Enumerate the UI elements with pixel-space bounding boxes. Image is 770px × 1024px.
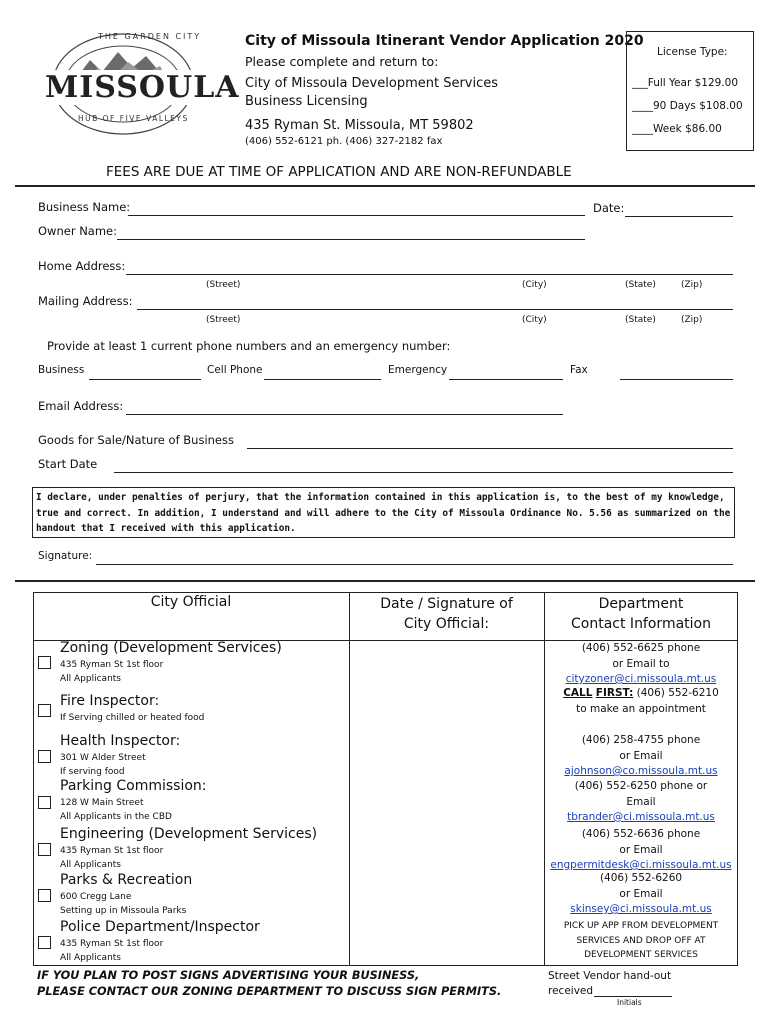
parking-phone: (406) 552-6250 phone or	[574, 780, 708, 792]
health-address: 301 W Alder Street	[60, 753, 146, 763]
phone-prompt: Provide at least 1 current phone numbers and an emergency number:	[47, 339, 451, 353]
license-label: Week $86.00	[653, 123, 722, 135]
home-street-caption: (Street)	[206, 280, 241, 290]
start-date-label: Start Date	[38, 457, 98, 471]
zoning-email-prompt: or Email to	[612, 657, 670, 670]
license-type-box	[626, 31, 754, 151]
business-phone-field[interactable]	[89, 379, 201, 380]
license-blank: ___	[632, 77, 648, 89]
license-type-title: License Type:	[657, 46, 728, 58]
engineering-phone: (406) 552-6636 phone	[581, 828, 701, 840]
home-zip-caption: (Zip)	[681, 280, 703, 290]
mailing-zip-caption: (Zip)	[681, 315, 703, 325]
license-option-90-days[interactable]	[632, 100, 743, 112]
fax-label: Fax	[570, 364, 588, 376]
parks-checkbox[interactable]	[38, 889, 51, 902]
department-phone-fax: (406) 552-6121 ph. (406) 327-2182 fax	[245, 136, 443, 147]
zoning-applies: All Applicants	[60, 674, 121, 684]
parking-address: 128 W Main Street	[60, 798, 144, 808]
date-field[interactable]	[625, 216, 733, 217]
handout-line2: received	[548, 985, 594, 997]
parking-email-link[interactable]: tbrander@ci.missoula.mt.us	[567, 811, 715, 823]
police-contact-line1: PICK UP APP FROM DEVELOPMENT	[563, 921, 719, 931]
parks-title: Parks & Recreation	[60, 872, 193, 888]
mailing-street-caption: (Street)	[206, 315, 241, 325]
home-state-caption: (State)	[625, 280, 656, 290]
cell-phone-field[interactable]	[264, 379, 381, 380]
signs-notice-line1: IF YOU PLAN TO POST SIGNS ADVERTISING YOUR BUSINESS,	[37, 969, 420, 982]
owner-name-label: Owner Name:	[38, 224, 118, 238]
goods-label: Goods for Sale/Nature of Business	[38, 433, 234, 447]
health-email-link[interactable]: ajohnson@co.missoula.mt.us	[564, 765, 718, 777]
col-contact-info-line1: Department	[598, 596, 684, 612]
license-blank: ____	[632, 123, 653, 135]
police-address: 435 Ryman St 1st floor	[60, 939, 164, 949]
fire-phone: (406) 552-6210	[636, 687, 719, 699]
mailing-address-label: Mailing Address:	[38, 294, 133, 308]
engineering-checkbox[interactable]	[38, 843, 51, 856]
logo-arc-bottom: HUB OF FIVE VALLEYS	[78, 114, 189, 123]
engineering-email-link[interactable]: engpermitdesk@ci.missoula.mt.us	[550, 859, 732, 871]
email-label: Email Address:	[38, 399, 124, 413]
license-option-full-year[interactable]	[632, 77, 738, 89]
fees-notice: FEES ARE DUE AT TIME OF APPLICATION AND ARE NON-REFUNDABLE	[106, 164, 572, 180]
engineering-address: 435 Ryman St 1st floor	[60, 846, 164, 856]
fire-contact	[544, 686, 738, 717]
police-contact-line2: SERVICES AND DROP OFF AT	[576, 935, 706, 946]
fire-first-emphasis: FIRST:	[595, 687, 634, 699]
zoning-phone: (406) 552-6625 phone	[581, 642, 701, 654]
home-address-field[interactable]	[126, 274, 733, 275]
col-date-signature-line2: City Official:	[403, 616, 490, 632]
col-date-signature	[349, 594, 544, 634]
parks-address: 600 Cregg Lane	[60, 892, 132, 902]
declaration-box	[32, 487, 735, 538]
mailing-address-field[interactable]	[137, 309, 733, 310]
fire-checkbox[interactable]	[38, 704, 51, 717]
police-title: Police Department/Inspector	[60, 919, 260, 935]
fax-field[interactable]	[620, 379, 733, 380]
health-contact	[544, 733, 738, 780]
parking-email-prompt: Email	[626, 795, 656, 808]
health-email-prompt: or Email	[619, 749, 663, 762]
fire-applies: If Serving chilled or heated food	[60, 713, 205, 723]
fire-call-emphasis: CALL	[563, 687, 593, 699]
emergency-phone-field[interactable]	[449, 379, 563, 380]
department-address: 435 Ryman St. Missoula, MT 59802	[245, 118, 474, 133]
zoning-email-link[interactable]: cityzoner@ci.missoula.mt.us	[565, 673, 717, 685]
mailing-city-caption: (City)	[522, 315, 547, 325]
license-blank: ____	[632, 100, 653, 112]
signature-label: Signature:	[38, 550, 93, 562]
engineering-applies: All Applicants	[60, 860, 121, 870]
return-instruction: Please complete and return to:	[245, 54, 439, 69]
handout-line1: Street Vendor hand-out	[548, 970, 672, 982]
signature-field[interactable]	[96, 564, 733, 565]
zoning-checkbox[interactable]	[38, 656, 51, 669]
missoula-logo	[20, 22, 240, 137]
license-label: 90 Days $108.00	[653, 100, 743, 112]
initials-field[interactable]	[594, 996, 672, 997]
declaration-text: I declare, under penalties of perjury, that the information contained in this application is, to the best of my knowledge, true and correct. In addition, I understand and will adhere to the City of Missoula Ordinance No. 5.56 as summarized on the handout that I received with this application.	[36, 492, 731, 534]
zoning-address: 435 Ryman St 1st floor	[60, 660, 164, 670]
divider-top	[15, 185, 755, 187]
department-name: City of Missoula Development Services	[245, 76, 499, 91]
logo-name: MISSOULA	[42, 70, 243, 105]
home-city-caption: (City)	[522, 280, 547, 290]
parking-checkbox[interactable]	[38, 796, 51, 809]
police-contact-line3: DEVELOPMENT SERVICES	[584, 950, 698, 960]
parks-email-link[interactable]: skinsey@ci.missoula.mt.us	[570, 903, 712, 915]
divider-bottom	[15, 580, 755, 582]
health-phone: (406) 258-4755 phone	[581, 734, 701, 746]
health-title: Health Inspector:	[60, 733, 181, 749]
form-title: City of Missoula Itinerant Vendor Application 2020	[245, 33, 644, 49]
date-label: Date:	[593, 201, 625, 215]
owner-name-field[interactable]	[117, 239, 585, 240]
initials-caption: Initials	[617, 998, 642, 1007]
mailing-state-caption: (State)	[625, 315, 656, 325]
col-city-official: City Official	[150, 594, 232, 610]
email-field[interactable]	[126, 414, 563, 415]
business-name-field[interactable]	[128, 215, 585, 216]
parks-applies: Setting up in Missoula Parks	[60, 906, 187, 916]
logo-arc-top: THE GARDEN CITY	[98, 32, 202, 41]
home-address-label: Home Address:	[38, 259, 126, 273]
engineering-email-prompt: or Email	[619, 843, 663, 856]
engineering-title: Engineering (Development Services)	[60, 826, 318, 842]
parks-contact	[544, 871, 738, 918]
table-col-divider-1	[349, 592, 350, 966]
parking-applies: All Applicants in the CBD	[60, 812, 172, 822]
parking-title: Parking Commission:	[60, 778, 207, 794]
health-applies: If serving food	[60, 767, 125, 777]
business-phone-label: Business	[38, 364, 85, 376]
zoning-contact	[544, 641, 738, 688]
start-date-field[interactable]	[114, 472, 733, 473]
col-contact-info-line2: Contact Information	[571, 616, 711, 632]
department-division: Business Licensing	[245, 94, 368, 109]
cell-phone-label: Cell Phone	[207, 364, 263, 376]
police-checkbox[interactable]	[38, 936, 51, 949]
goods-field[interactable]	[247, 448, 733, 449]
parking-contact	[544, 779, 738, 826]
fire-title: Fire Inspector:	[60, 693, 160, 709]
col-contact-info	[544, 594, 738, 634]
business-name-label: Business Name:	[38, 200, 131, 214]
parks-phone: (406) 552-6260	[599, 872, 683, 884]
emergency-phone-label: Emergency	[388, 364, 448, 376]
license-label: Full Year $129.00	[647, 77, 739, 89]
col-date-signature-line1: Date / Signature of	[380, 596, 513, 612]
engineering-contact	[544, 827, 738, 874]
police-contact	[544, 919, 738, 963]
signs-notice-line2: PLEASE CONTACT OUR ZONING DEPARTMENT TO DISCUSS SIGN PERMITS.	[37, 985, 502, 998]
zoning-title: Zoning (Development Services)	[60, 640, 282, 656]
parks-email-prompt: or Email	[619, 887, 663, 900]
fire-phone-line	[544, 686, 738, 702]
health-checkbox[interactable]	[38, 750, 51, 763]
license-option-week[interactable]	[632, 123, 722, 135]
police-applies: All Applicants	[60, 953, 121, 963]
fire-appointment: to make an appointment	[576, 702, 706, 715]
